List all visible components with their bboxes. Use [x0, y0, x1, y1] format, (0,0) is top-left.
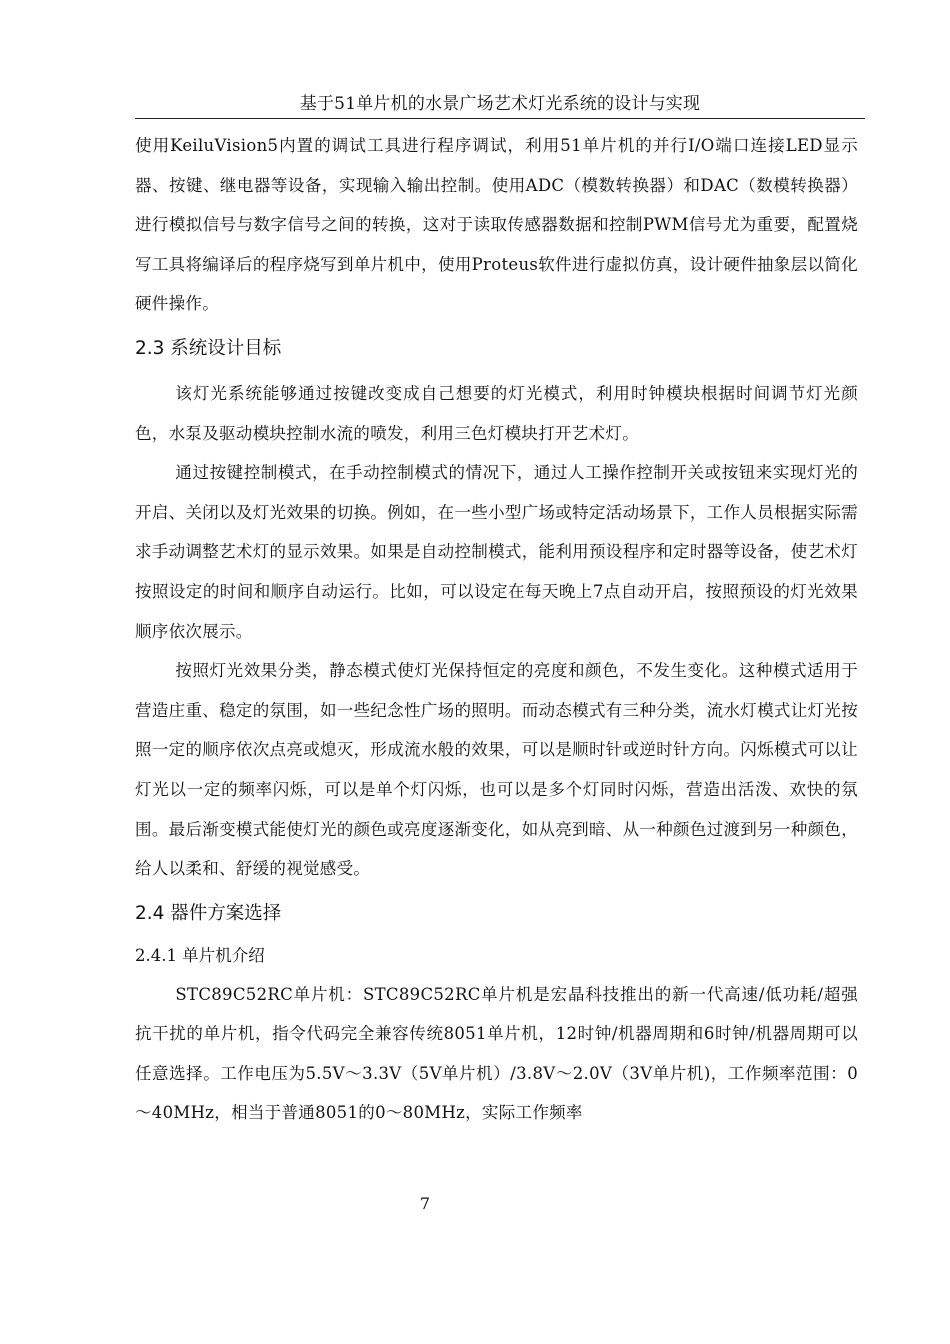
document-body	[135, 126, 858, 1133]
paragraph-2-3-c: 按照灯光效果分类，静态模式使灯光保持恒定的亮度和颜色，不发生变化。这种模式适用于营造庄重、稳定的氛围，如一些纪念性广场的照明。而动态模式有三种分类，流水灯模式让灯光按照一定的顺序依次点亮或熄灭，形成流水般的效果，可以是顺时针或逆时针方向。闪烁模式可以让灯光以一定的频率闪烁，可以是单个灯闪烁，也可以是多个灯同时闪烁，营造出活泼、欢快的氛围。最后渐变模式能使灯光的颜色或亮度逐渐变化，如从亮到暗、从一种颜色过渡到另一种颜色，给人以柔和、舒缓的视觉感受。	[135, 661, 858, 879]
paragraph-2-3-a: 该灯光系统能够通过按键改变成自己想要的灯光模式，利用时钟模块根据时间调节灯光颜色，水泵及驱动模块控制水流的喷发，利用三色灯模块打开艺术灯。	[135, 383, 858, 443]
section-heading-2-3: 2.3 系统设计目标	[135, 337, 282, 359]
paragraph-2-4-1: STC89C52RC单片机：STC89C52RC单片机是宏晶科技推出的新一代高速/低功耗/超强抗干扰的单片机，指令代码完全兼容传统8051单片机，12时钟/机器周期和6时钟/机器周期可以任意选择。工作电压为5.5V～3.3V（5V单片机）/3.8V～2.0V（3V单片机)，工作频率范围：0～40MHz，相当于普通8051的0～80MHz，实际工作频率	[135, 984, 858, 1123]
paragraph-intro: 使用KeiluVision5内置的调试工具进行程序调试，利用51单片机的并行I/O端口连接LED显示器、按键、继电器等设备，实现输入输出控制。使用ADC（模数转换器）和DAC（数模转换器）进行模拟信号与数字信号之间的转换，这对于读取传感器数据和控制PWM信号尤为重要，配置烧写工具将编译后的程序烧写到单片机中，使用Proteus软件进行虚拟仿真，设计硬件抽象层以简化硬件操作。	[135, 136, 858, 314]
running-header: 基于51单片机的水景广场艺术灯光系统的设计与实现	[299, 94, 701, 114]
subsection-heading-2-4-1: 2.4.1 单片机介绍	[135, 945, 265, 965]
paragraph-2-3-b: 通过按键控制模式，在手动控制模式的情况下，通过人工操作控制开关或按钮来实现灯光的开启、关闭以及灯光效果的切换。例如，在一些小型广场或特定活动场景下，工作人员根据实际需求手动调整艺术灯的显示效果。如果是自动控制模式，能利用预设程序和定时器等设备，使艺术灯按照设定的时间和顺序自动运行。比如，可以设定在每天晚上7点自动开启，按照预设的灯光效果顺序依次展示。	[135, 463, 858, 641]
page-number: 7	[419, 1194, 431, 1213]
header-rule	[135, 118, 865, 119]
section-heading-2-4: 2.4 器件方案选择	[135, 902, 282, 924]
